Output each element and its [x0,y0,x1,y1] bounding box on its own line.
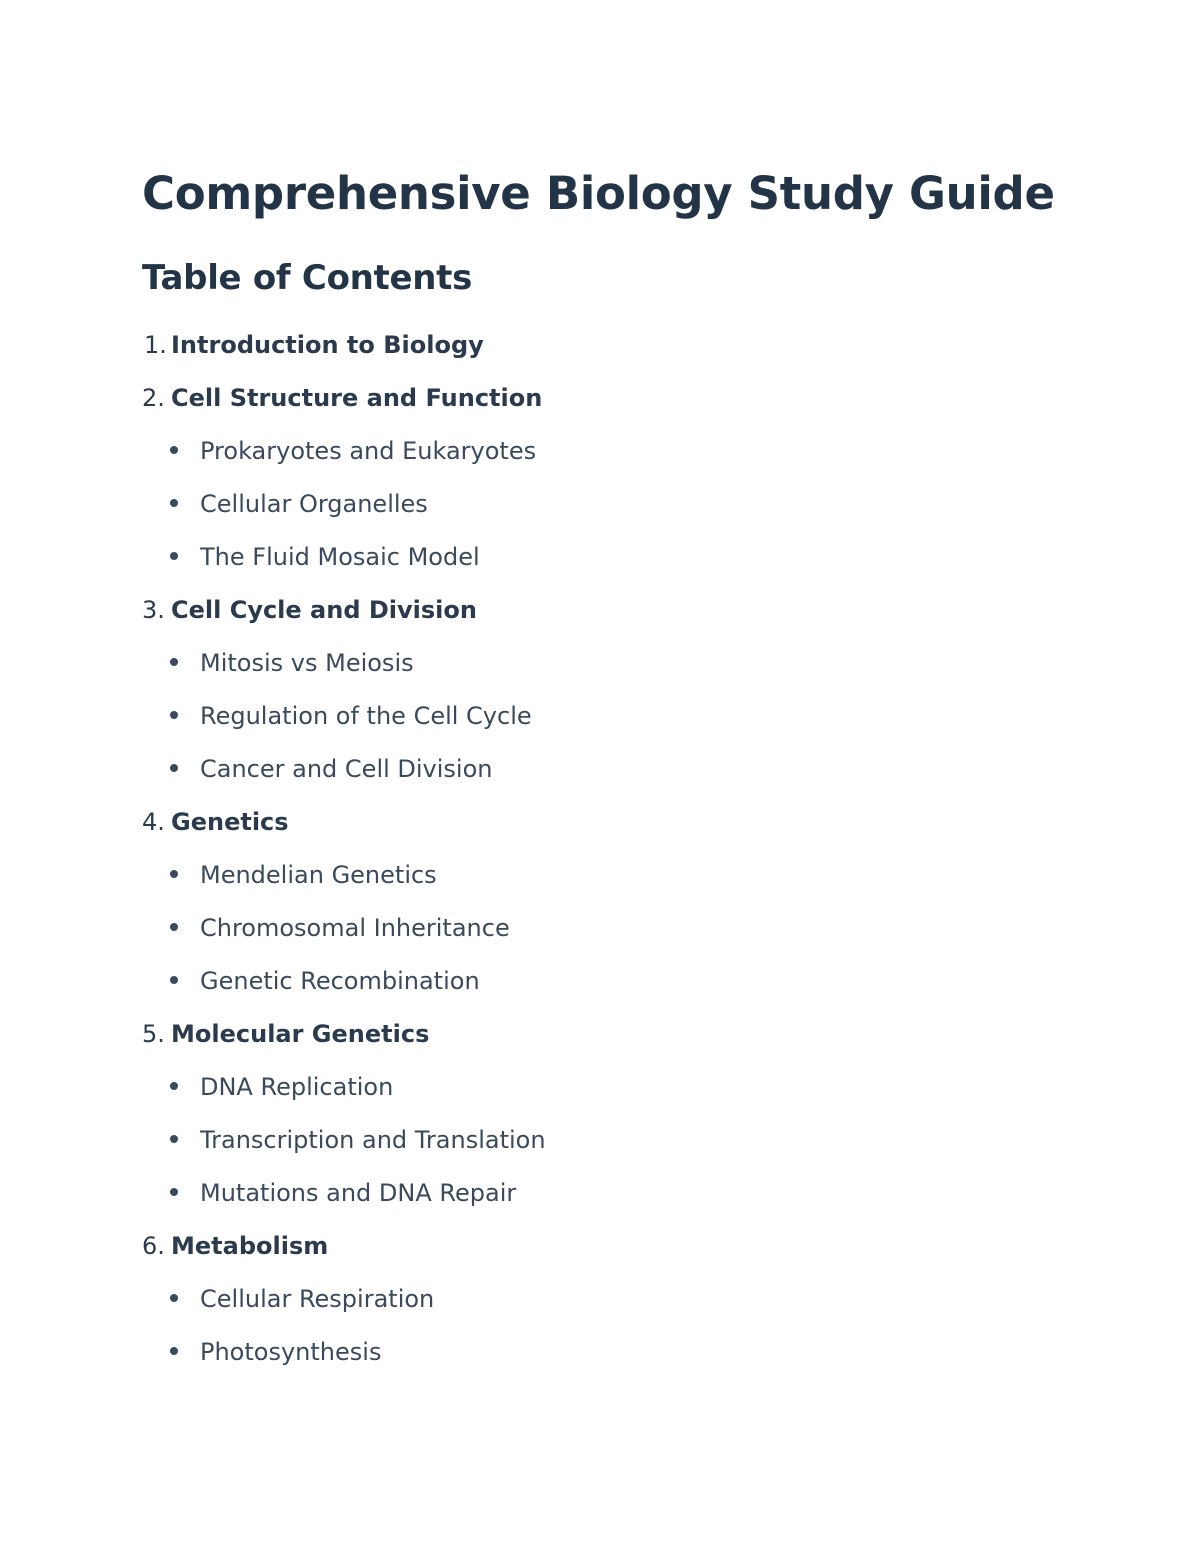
toc-subsection [170,539,480,575]
section-number: 4. [142,808,165,836]
section-title: Introduction to Biology [171,331,484,359]
section-number: 6. [142,1232,165,1260]
section-number: 3. [142,596,165,624]
subsection-title: DNA Replication [200,1073,394,1101]
section-title: Cell Cycle and Division [171,596,477,624]
toc-subsection [170,963,480,999]
toc-section [142,592,477,628]
section-number: 2. [142,384,165,412]
subsection-title: Photosynthesis [200,1338,382,1366]
bullet-icon [170,1294,178,1302]
section-title: Genetics [171,808,289,836]
bullet-icon [170,1347,178,1355]
bullet-icon [170,764,178,772]
toc-section [142,1228,328,1264]
bullet-icon [170,552,178,560]
toc-subsection [170,751,493,787]
bullet-icon [170,870,178,878]
section-title: Metabolism [171,1232,329,1260]
section-number: 1. [144,331,167,359]
toc-section [142,804,289,840]
toc-subsection [170,1122,546,1158]
section-title: Molecular Genetics [171,1020,430,1048]
subsection-title: Transcription and Translation [200,1126,546,1154]
toc-subsection [170,433,536,469]
bullet-icon [170,499,178,507]
toc-subsection [170,1175,516,1211]
bullet-icon [170,711,178,719]
bullet-icon [170,446,178,454]
subsection-title: Prokaryotes and Eukaryotes [200,437,537,465]
toc-section [142,1016,429,1052]
bullet-icon [170,976,178,984]
bullet-icon [170,1135,178,1143]
subsection-title: Cellular Organelles [200,490,428,518]
bullet-icon [170,1082,178,1090]
bullet-icon [170,1188,178,1196]
subsection-title: Regulation of the Cell Cycle [200,702,532,730]
page-title: Comprehensive Biology Study Guide [142,167,1055,220]
subsection-title: Mendelian Genetics [200,861,437,889]
toc-section [142,327,484,363]
toc-subsection [170,1069,393,1105]
toc-subsection [170,910,510,946]
toc-subsection [170,1334,381,1370]
toc-subsection [170,1281,434,1317]
toc-subsection [170,698,532,734]
section-title: Cell Structure and Function [171,384,543,412]
toc-subsection [170,645,414,681]
subsection-title: Mitosis vs Meiosis [200,649,414,677]
toc-subsection [170,857,437,893]
toc-section [142,380,542,416]
subsection-title: Cancer and Cell Division [200,755,493,783]
bullet-icon [170,923,178,931]
subsection-title: Cellular Respiration [200,1285,435,1313]
subsection-title: The Fluid Mosaic Model [200,543,480,571]
subsection-title: Chromosomal Inheritance [200,914,510,942]
subsection-title: Mutations and DNA Repair [200,1179,517,1207]
bullet-icon [170,658,178,666]
toc-heading: Table of Contents [142,258,473,298]
subsection-title: Genetic Recombination [200,967,480,995]
toc-subsection [170,486,428,522]
section-number: 5. [142,1020,165,1048]
